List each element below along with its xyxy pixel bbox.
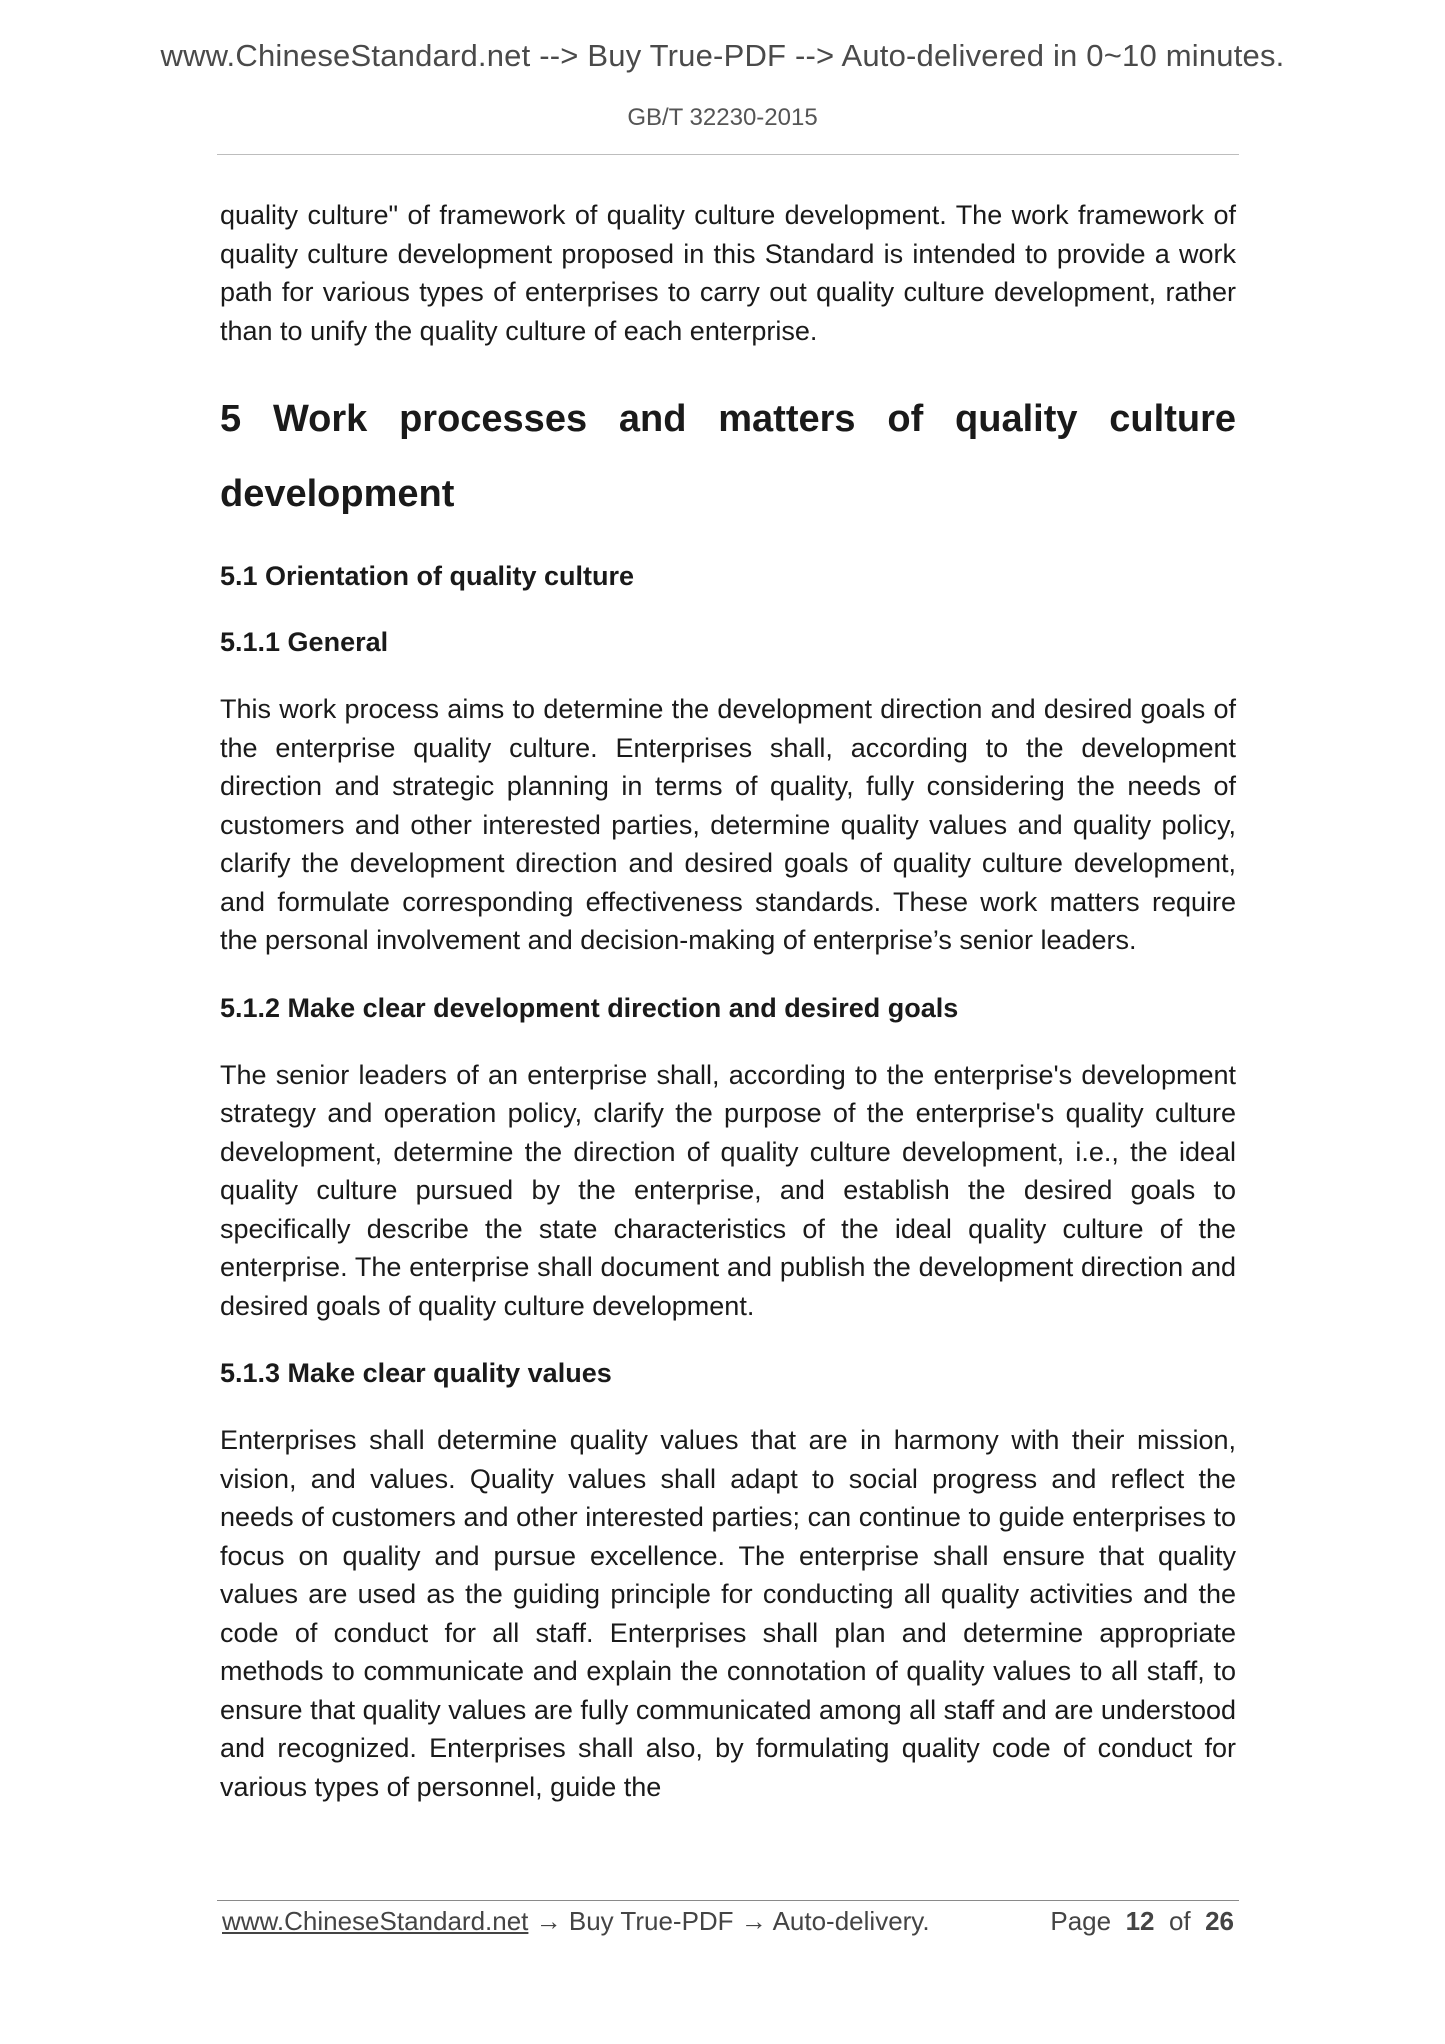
footer-tagline: → Buy True-PDF → Auto-delivery. [528, 1906, 930, 1936]
section-5-1-3-paragraph: Enterprises shall determine quality values that are in harmony with their mission, vision, and values. Quality values shall adapt to social progress and reflect the needs of customers and other interested parties; can continue to guide enterprises to focus on quality and pursue excellence. The enterprise shall ensure that quality values are used as the guiding principle for conducting all quality activities and the code of conduct for all staff. Enterprises shall plan and determine appropriate methods to communicate and explain the connotation of quality values to all staff, to ensure that quality values are fully communicated among all staff and are understood and recognized. Enterprises shall also, by formulating quality code of conduct for various types of personnel, guide the [220, 1425, 1236, 1802]
page-indicator [1050, 1906, 1234, 1937]
top-banner: www.ChineseStandard.net --> Buy True-PDF --> Auto-delivered in 0~10 minutes. [160, 38, 1285, 73]
of-label: of [1168, 1906, 1191, 1936]
section-5-1-1-paragraph: This work process aims to determine the development direction and desired goals of the enterprise quality culture. Enterprises shall, according to the development direction and strategic planning in terms of quality, fully considering the needs of customers and other interested parties, determine quality values and quality policy, clarify the development direction and desired goals of quality culture development, and formulate corresponding effectiveness standards. These work matters require the personal involvement and decision-making of enterprise’s senior leaders. [220, 694, 1236, 955]
total-pages: 26 [1205, 1906, 1234, 1936]
page-label: Page [1050, 1906, 1112, 1936]
footer-divider [217, 1900, 1239, 1901]
intro-paragraph: quality culture" of framework of quality culture development. The work framework of quality culture development proposed in this Standard is intended to provide a work path for various types of enterprises to carry out quality culture development, rather than to unify the quality culture of each enterprise. [220, 200, 1236, 346]
section-5-1-heading: 5.1 Orientation of quality culture [220, 561, 635, 591]
page-content [220, 196, 1236, 1806]
section-5-1-1-heading: 5.1.1 General [220, 627, 389, 657]
section-5-1-2-paragraph: The senior leaders of an enterprise shall, according to the enterprise's development strategy and operation policy, clarify the purpose of the enterprise's quality culture development, determine the direction of quality culture development, i.e., the ideal quality culture pursued by the enterprise, and establish the desired goals to specifically describe the state characteristics of the ideal quality culture of the enterprise. The enterprise shall document and publish the development direction and desired goals of quality culture development. [220, 1059, 1236, 1321]
header-divider [217, 154, 1239, 155]
site-link[interactable]: www.ChineseStandard.net [222, 1906, 529, 1936]
page-footer [222, 1906, 1234, 1942]
section-5-heading: 5 Work processes and matters of quality culture development [220, 398, 1236, 515]
footer-left [222, 1906, 930, 1937]
section-5-1-2-heading: 5.1.2 Make clear development direction and desired goals [220, 992, 959, 1023]
standard-code: GB/T 32230-2015 [627, 104, 818, 131]
page-number: 12 [1125, 1906, 1155, 1936]
section-5-1-3-heading: 5.1.3 Make clear quality values [220, 1358, 612, 1388]
